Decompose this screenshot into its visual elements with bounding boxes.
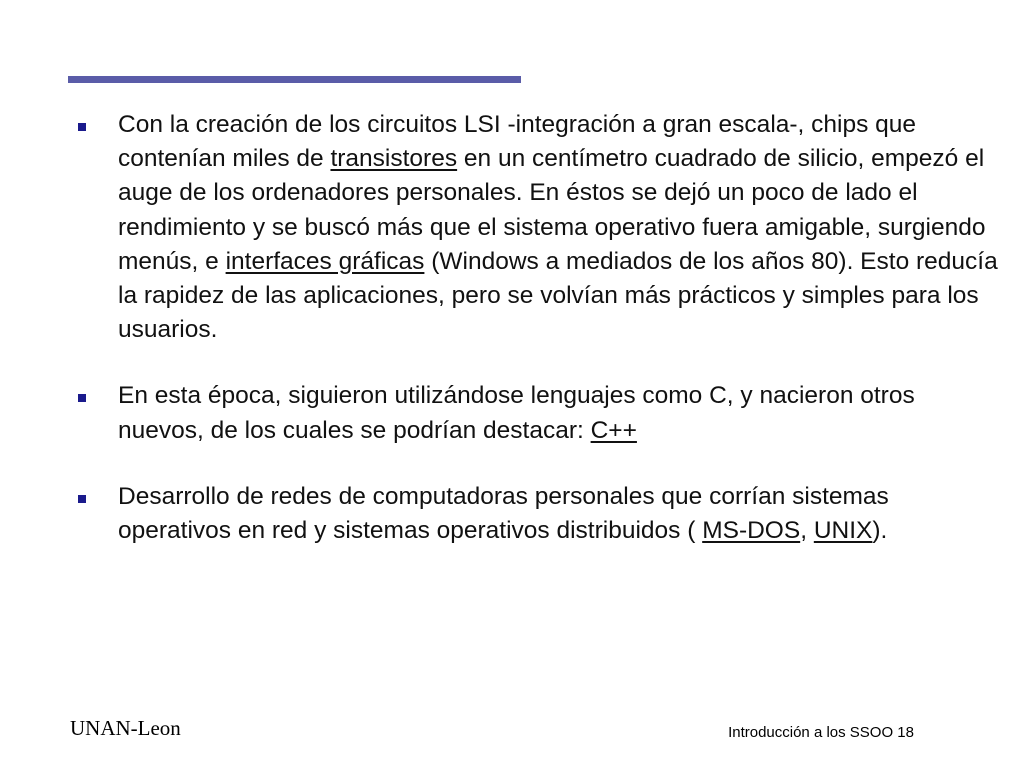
bullet-text (118, 108, 1003, 347)
bullet-text (118, 379, 1003, 447)
square-bullet-icon (78, 123, 86, 131)
bullet-text-segment: en un centímetro cuadrado de silicio, empezó el auge de los ordenadores personales. En éstos se dejó un poco de lado el rendimiento y se buscó más que el sistema operativo fuera amigable, surgiendo menús, e (118, 145, 986, 275)
link-cpp[interactable]: C++ (590, 416, 637, 444)
slide-content (78, 108, 1003, 580)
bullet-item (78, 108, 1003, 347)
bullet-text-segment: ). (872, 517, 888, 545)
title-underline-bar (68, 76, 521, 83)
link-interfaces-graficas[interactable]: interfaces gráficas (225, 247, 425, 275)
bullet-text-segment: , (800, 517, 814, 545)
square-bullet-icon (78, 495, 86, 503)
bullet-text-segment: Desarrollo de redes de computadoras personales que corrían sistemas operativos en red y sistemas operativos distribuidos ( (118, 482, 889, 545)
square-bullet-icon (78, 394, 86, 402)
bullet-item (78, 480, 1003, 548)
bullet-text-segment: (Windows a mediados de los años 80). Esto reducía la rapidez de las aplicaciones, pero se volvían más prácticos y simples para los usuarios. (118, 247, 998, 344)
link-unix[interactable]: UNIX (813, 517, 873, 545)
footer-institution: UNAN-Leon (70, 716, 181, 740)
link-transistores[interactable]: transistores (330, 145, 458, 173)
bullet-text-segment: Con la creación de los circuitos LSI -integración a gran escala-, chips que contenían miles de (118, 111, 917, 173)
bullet-item (78, 379, 1003, 447)
footer-slide-title-page: Introducción a los SSOO 18 (728, 724, 914, 741)
bullet-text-segment: En esta época, siguieron utilizándose lenguajes como C, y nacieron otros nuevos, de los cuales se podrían destacar: (118, 382, 915, 444)
link-ms-dos[interactable]: MS-DOS (702, 517, 801, 545)
bullet-text (118, 480, 1003, 548)
